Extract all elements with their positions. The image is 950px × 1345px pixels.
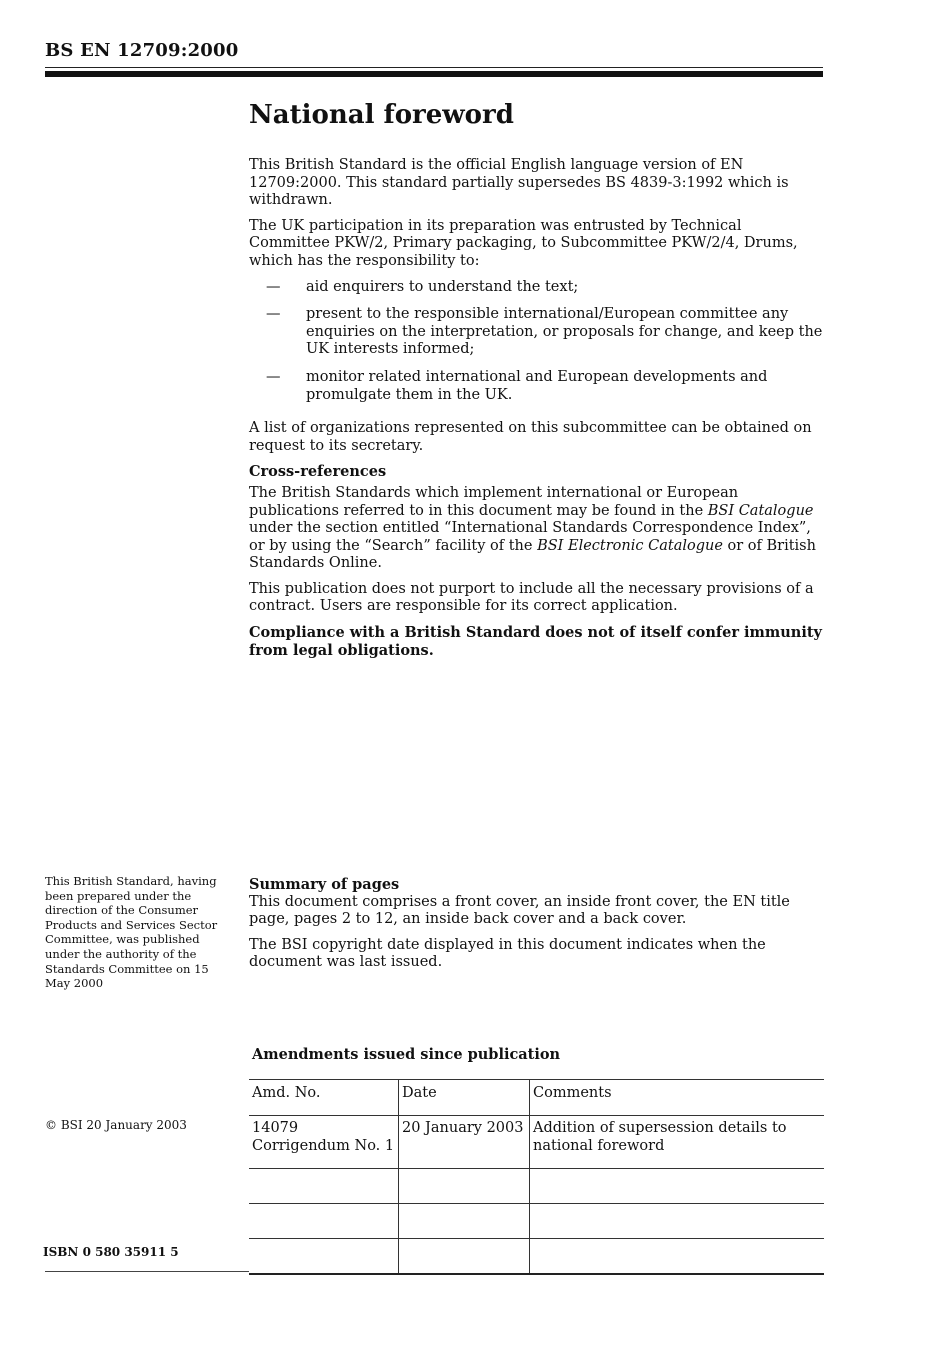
bsi-electronic-catalogue-title: BSI Electronic Catalogue [537,537,723,554]
empty-cell [530,1239,825,1275]
amd-no-cell [249,1116,399,1169]
empty-cell [249,1239,399,1275]
publication-note: This British Standard, having been prepared under the direction of the Consumer Products and Services Sector Committee, was published under the authority of the Standards Committee on 15 May 2000 [45,874,218,991]
header-rule-thin [45,67,823,68]
dash-marker: — [266,368,281,385]
empty-cell [399,1169,530,1204]
empty-cell [530,1204,825,1239]
isbn-rule [45,1271,249,1272]
crossref-text-1: The British Standards which implement international or European publications referred to in this document may be found in the [249,484,739,519]
summary-section [249,876,825,980]
amendments-title: Amendments issued since publication [252,1046,561,1063]
bsi-catalogue-title: BSI Catalogue [707,502,814,519]
empty-cell [399,1239,530,1275]
participation-paragraph: The UK participation in its preparation was entrusted by Technical Committee PKW/2, Primary packaging, to Subcommittee PKW/2/4, Drums, which has the responsibility to: [249,217,798,269]
column-header-date: Date [399,1080,530,1116]
list-item [249,306,825,359]
crossref-text-2: under the section entitled “International Standards Correspondence Index”, or by using the “Search” facility of the [249,520,811,554]
empty-cell [530,1169,825,1204]
table-header-row [249,1080,824,1116]
dash-marker: — [266,278,281,295]
dash-marker: — [266,306,281,323]
crossref-text-3: or of British Standards Online. [249,537,816,572]
responsibility-list [249,279,825,405]
foreword-body [249,157,825,667]
date-cell: 20 January 2003 [399,1116,530,1169]
list-item [249,369,825,404]
empty-cell [399,1204,530,1239]
list-item-text: monitor related international and European developments and promulgate them in the UK. [306,368,768,403]
copyright-date-paragraph: The BSI copyright date displayed in this document indicates when the document was last issued. [249,936,766,971]
comments-cell: Addition of supersession details to national foreword [530,1116,825,1169]
table-row [249,1116,824,1169]
isbn: ISBN 0 580 35911 5 [43,1245,179,1259]
amd-no-number: 14079 [252,1120,299,1136]
page-title: National foreword [249,100,514,130]
column-header-comments: Comments [530,1080,825,1116]
contract-paragraph: This publication does not purport to include all the necessary provisions of a contract. Users are responsible for its correct application. [249,580,814,615]
list-item-text: aid enquirers to understand the text; [306,278,579,295]
list-item [249,279,825,297]
header-rule-thick [45,71,823,77]
amd-no-corrigendum: Corrigendum No. 1 [252,1137,395,1154]
amendments-table [249,1079,824,1275]
empty-cell [249,1204,399,1239]
column-header-amd-no: Amd. No. [249,1080,399,1116]
organizations-paragraph: A list of organizations represented on this subcommittee can be obtained on request to its secretary. [249,420,812,454]
compliance-paragraph: Compliance with a British Standard does not of itself confer immunity from legal obligations. [249,624,822,659]
table-row [249,1204,824,1239]
list-item-text: present to the responsible international/European committee any enquiries on the interpretation, or proposals for change, and keep the UK interests informed; [306,306,823,358]
summary-paragraph: This document comprises a front cover, an inside front cover, the EN title page, pages 2 to 12, an inside back cover and a back cover. [249,893,790,928]
table-row [249,1169,824,1204]
summary-heading: Summary of pages [249,876,400,893]
doc-id: BS EN 12709:2000 [45,40,239,61]
table-row [249,1239,824,1275]
empty-cell [249,1169,399,1204]
intro-paragraph: This British Standard is the official English language version of EN 12709:2000. This standard partially supersedes BS 4839-3:1992 which is withdrawn. [249,157,789,209]
crossref-paragraph [249,485,825,573]
copyright-notice: © BSI 20 January 2003 [45,1118,187,1132]
crossref-heading: Cross-references [249,463,387,481]
